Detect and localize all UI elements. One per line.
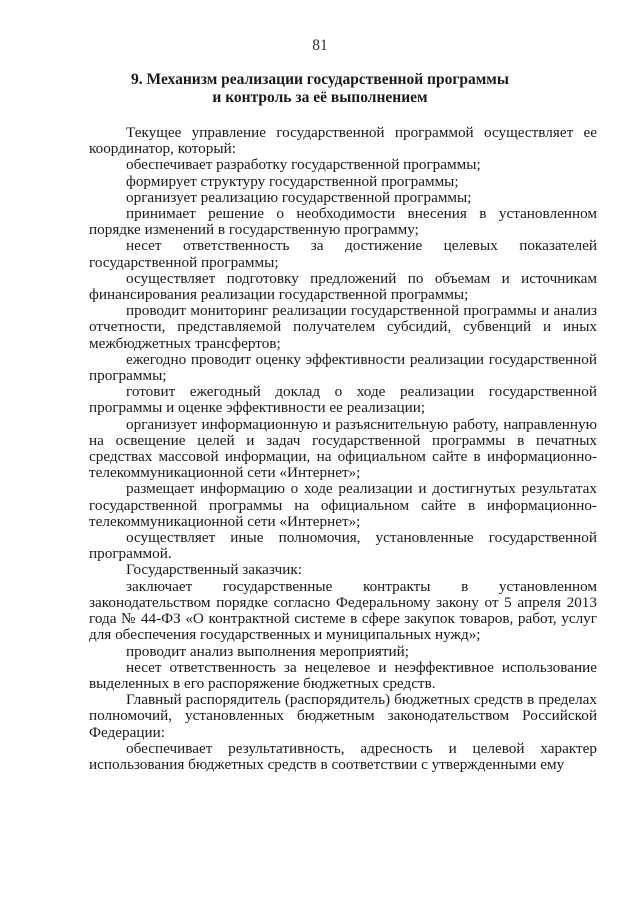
section-heading: [80, 71, 560, 107]
paragraph: готовит ежегодный доклад о ходе реализации государственной программы и оценке эффективности ее реализации;: [89, 383, 597, 417]
paragraph: проводит мониторинг реализации государственной программы и анализ отчетности, представляемой получателем субсидий, субвенций и иных межбюджетных трансфертов;: [89, 302, 597, 352]
paragraph: осуществляет иные полномочия, установленные государственной программой.: [89, 529, 597, 563]
paragraph: организует информационную и разъяснительную работу, направленную на освещение целей и задач государственной программы в печатных средствах массовой информации, на официальном сайте в информационно-телекоммуникационной сети «Интернет»;: [89, 415, 597, 482]
paragraph: организует реализацию государственной программы;: [126, 188, 472, 206]
paragraph: Главный распорядитель (распорядитель) бюджетных средств в пределах полномочий, установленных бюджетным законодательством Российской Федерации:: [89, 691, 597, 741]
page-number: 81: [312, 37, 328, 54]
paragraph: Государственный заказчик:: [126, 561, 302, 579]
paragraph: формирует структуру государственной программы;: [126, 172, 459, 190]
section-heading-line-1: 9. Механизм реализации государственной программы: [131, 71, 509, 88]
paragraph: проводит анализ выполнения мероприятий;: [126, 642, 409, 660]
paragraph: несет ответственность за нецелевое и неэффективное использование выделенных в его распоряжение бюджетных средств.: [89, 658, 597, 692]
paragraph: ежегодно проводит оценку эффективности реализации государственной программы;: [89, 350, 597, 385]
paragraph: принимает решение о необходимости внесения в установленном порядке изменений в государственную программу;: [89, 205, 597, 239]
paragraph: Текущее управление государственной программой осуществляет ее координатор, который:: [89, 124, 597, 158]
paragraph: обеспечивает результативность, адресность и целевой характер использования бюджетных средств в соответствии с утвержденными ему: [89, 739, 597, 773]
paragraph: обеспечивает разработку государственной программы;: [126, 156, 481, 174]
paragraph: заключает государственные контракты в установленном законодательством порядке согласно Федеральному закону от 5 апреля 2013 года № 44-ФЗ «О контрактной системе в сфере закупок товаров, работ, услуг для обеспечения государственных и муниципальных нужд»;: [89, 577, 597, 644]
paragraph: размещает информацию о ходе реализации и достигнутых результатах государственной программы на официальном сайте в информационно-телекоммуникационной сети «Интернет»;: [89, 480, 597, 530]
body-text: [89, 125, 597, 773]
paragraph: осуществляет подготовку предложений по объемам и источникам финансирования реализации государственной программы;: [89, 269, 597, 304]
paragraph: несет ответственность за достижение целевых показателей государственной программы;: [89, 237, 597, 271]
section-heading-line-2: и контроль за её выполнением: [212, 89, 428, 106]
